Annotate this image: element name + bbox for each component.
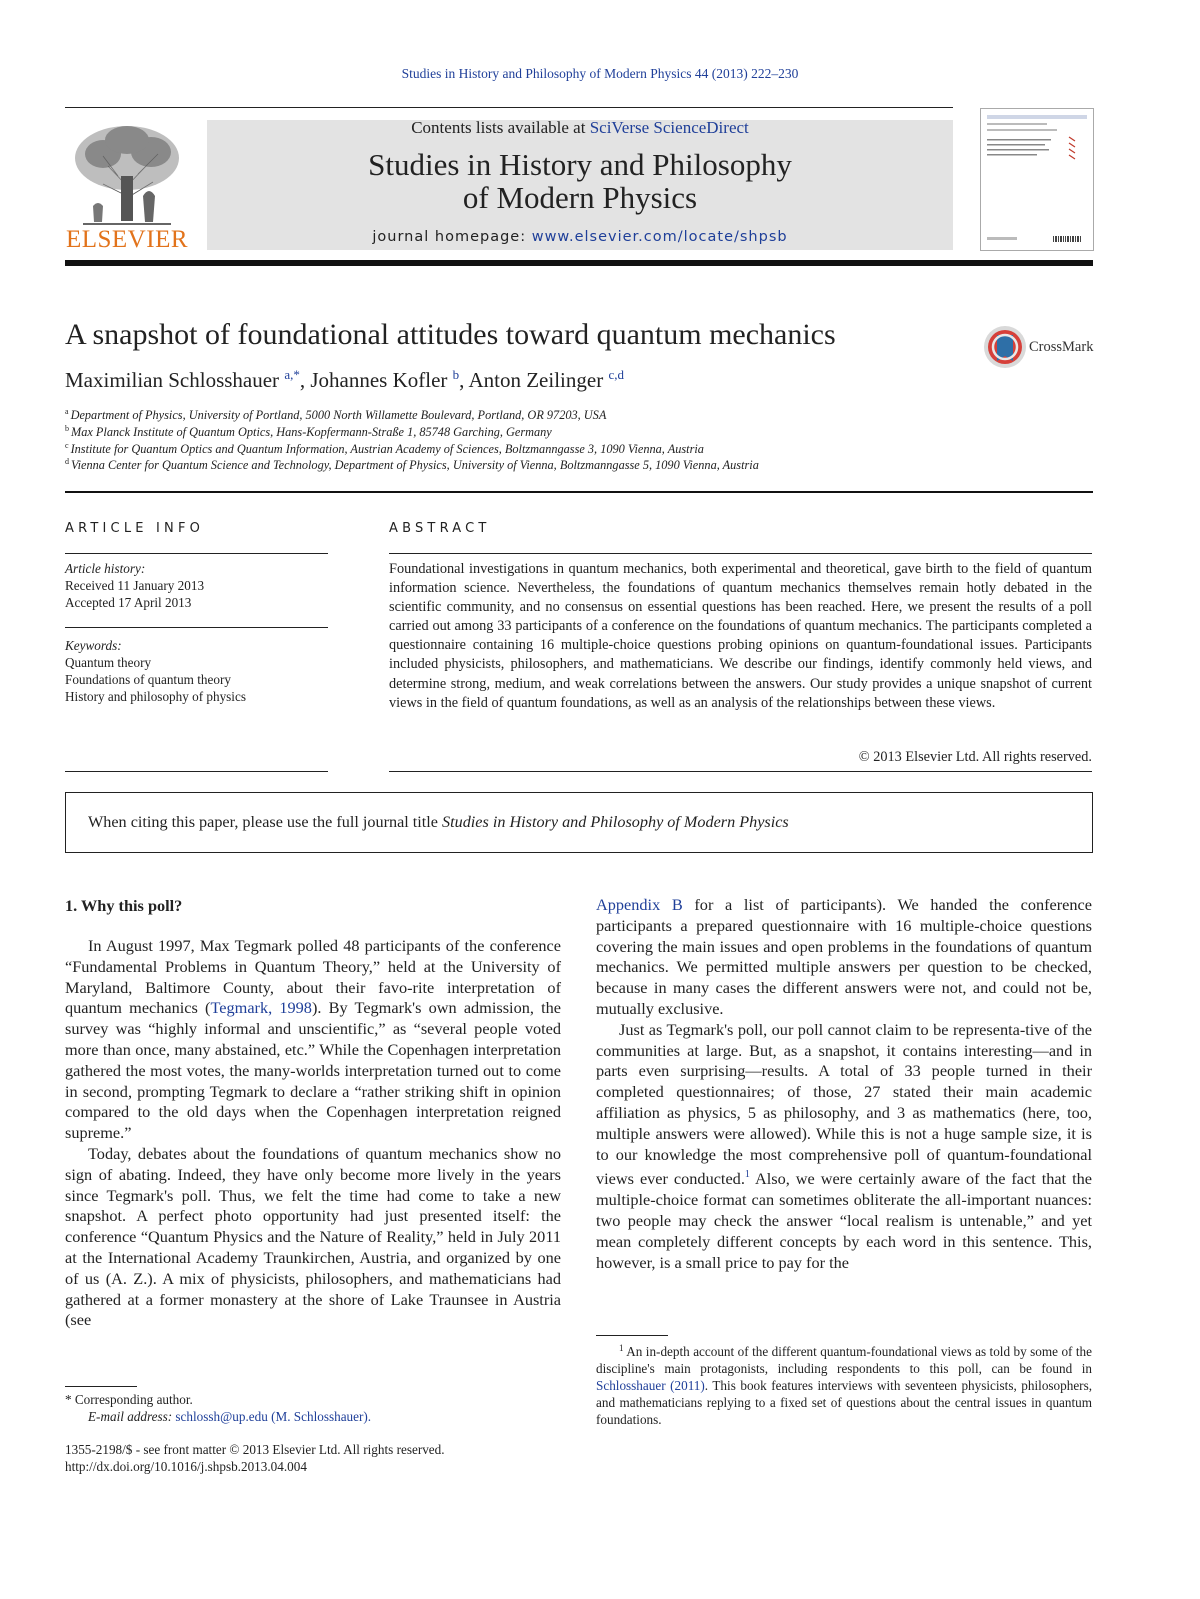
affiliation-text: Institute for Quantum Optics and Quantum Information, Austrian Academy of Sciences, Boltzmanngasse 3, 1090 Vienna, Austria: [70, 442, 704, 456]
journal-title: [207, 148, 953, 214]
author-name[interactable]: Anton Zeilinger: [468, 368, 604, 392]
keyword: Foundations of quantum theory: [65, 672, 231, 687]
journal-cover-thumbnail[interactable]: [980, 108, 1094, 251]
homepage-prefix: journal homepage:: [372, 229, 532, 245]
elsevier-wordmark: ELSEVIER: [65, 226, 189, 253]
keywords-label: Keywords:: [65, 638, 122, 653]
section-heading: 1. Why this poll?: [65, 896, 183, 915]
cover-image-icon: [981, 109, 1093, 250]
affiliation-text: Max Planck Institute of Quantum Optics, Hans-Kopfermann-Straße 1, 85748 Garching, Germany: [71, 425, 552, 439]
masthead-bottom-bar: [65, 260, 1093, 266]
abstract-rule: [389, 771, 1092, 772]
footnote-rule: [65, 1386, 137, 1387]
doi-link[interactable]: http://dx.doi.org/10.1016/j.shpsb.2013.04.004: [65, 1459, 307, 1474]
article-info-rule: [65, 771, 328, 772]
journal-title-line1: Studies in History and Philosophy: [368, 147, 792, 182]
body-column-left: [65, 936, 561, 1331]
keyword: Quantum theory: [65, 655, 152, 670]
crossmark-badge[interactable]: [983, 325, 1027, 369]
footnote-mark: 1: [619, 1343, 624, 1353]
crossmark-label[interactable]: CrossMark: [1029, 339, 1094, 355]
author-name[interactable]: Johannes Kofler: [310, 368, 448, 392]
citation-link[interactable]: Schlosshauer (2011): [596, 1378, 705, 1393]
footnote-rule: [596, 1335, 668, 1336]
journal-homepage: [207, 229, 953, 245]
issn-line: 1355-2198/$ - see front matter © 2013 Elsevier Ltd. All rights reserved.: [65, 1442, 445, 1457]
abstract-copyright: © 2013 Elsevier Ltd. All rights reserved.: [858, 749, 1092, 765]
citation-link[interactable]: Tegmark, 1998: [210, 998, 312, 1018]
article-info-rule: [65, 553, 328, 554]
email-link[interactable]: schlossh@up.edu (M. Schlosshauer).: [175, 1409, 372, 1424]
affiliation: [65, 407, 606, 423]
received-date: Received 11 January 2013: [65, 578, 205, 593]
article-info-heading: ARTICLE INFO: [65, 521, 205, 536]
abstract-rule: [389, 553, 1092, 554]
body-column-right: [596, 895, 1092, 1273]
affiliation-text: Vienna Center for Quantum Science and Technology, Department of Physics, University of Vienna, Boltzmanngasse 5, 1090 Vienna, Austria: [71, 458, 759, 472]
paragraph: Just as Tegmark's poll, our poll cannot claim to be representa-tive of the communities at large. But, as a snapshot, it contains interesting—and in parts even surprising—results. A total of 33 people turned in their completed questionnaires; of those, 27 stated their main academic affiliation as physics, 5 as philosophy, and 3 as mathematics (here, too, multiple answers were allowed). While this is not a huge sample size, it is to our knowledge the most comprehensive poll of quantum-foundational views ever conducted.$^1$ Also, we were certainly aware of the fact that the multiple-choice format can sometimes obliterate the all-important nuances: two people may check the answer “local realism is untenable,” and yet mean completely different concepts by each word in this sentence. This, however, is a small price to pay for the: [596, 1019, 1093, 1272]
article-title: A snapshot of foundational attitudes toward quantum mechanics: [65, 318, 836, 351]
contents-line: [207, 118, 953, 138]
sciencedirect-link[interactable]: SciVerse ScienceDirect: [589, 118, 749, 137]
author-affiliation-mark[interactable]: a,*: [284, 367, 300, 382]
paragraph: In August 1997, Max Tegmark polled 48 participants of the conference “Fundamental Problems in Quantum Theory,” held at the University of Maryland, Baltimore County, about their favo-rite interpretation of quantum mechanics (Tegmark, 1998). By Tegmark's own admission, the survey was “highly informal and unscientific,” as “several people voted more than once, many abstained, etc.” While the Copenhagen interpretation gathered the most votes, the many-worlds interpretation turned out to come in second, prompting Tegmark to declare a “rather striking shift in opinion compared to the old days when the Copenhagen interpretation reigned supreme.”: [65, 936, 561, 1143]
running-head: Studies in History and Philosophy of Modern Physics 44 (2013) 222–230: [401, 66, 799, 81]
affiliation-text: Department of Physics, University of Portland, 5000 North Willamette Boulevard, Portland, OR 97203, USA: [70, 408, 607, 422]
author-name[interactable]: Maximilian Schlosshauer: [65, 368, 280, 392]
affiliation-mark: c: [65, 441, 69, 450]
crossmark-icon: [983, 325, 1027, 369]
affiliation-mark: b: [65, 424, 69, 433]
citation-notice-prefix: When citing this paper, please use the full journal title: [88, 813, 443, 831]
email-label: E-mail address:: [88, 1409, 176, 1424]
affiliation-mark: d: [65, 457, 69, 466]
masthead-top-rule: [65, 107, 953, 108]
author-affiliation-mark[interactable]: b: [452, 367, 460, 382]
accepted-date: Accepted 17 April 2013: [65, 595, 192, 610]
journal-title-line2: of Modern Physics: [462, 180, 698, 215]
paragraph: Today, debates about the foundations of quantum mechanics show no sign of abating. Indeed, they have only become more lively in the years since Tegmark's poll. Thus, we felt the time had come to take a new snapshot. A perfect photo opportunity had just presented itself: the conference “Quantum Physics and the Nature of Reality,” held in July 2011 at the International Academy Traunkirchen, Austria, and organized by one of us (A. Z.). A mix of physicists, philosophers, and mathematicians had gathered at a former monastery at the shore of Lake Traunsee in Austria (see: [65, 1143, 561, 1330]
abstract-heading: ABSTRACT: [389, 521, 491, 536]
affiliation: [65, 441, 704, 457]
header-divider: [65, 491, 1093, 493]
affiliation: [65, 457, 759, 473]
footnote-1: $^1$ An in-depth account of the different quantum-foundational views as told by some of the discipline's main protagonists, including respondents to this poll, can be found in Schlosshauer (2011). This book features interviews with seventeen physicists, philosophers, and mathematicians replying to a fixed set of questions about the central issues in quantum foundations.: [596, 1343, 1092, 1427]
paragraph: Appendix B for a list of participants). We handed the conference participants a prepared questionnaire with 16 multiple-choice questions covering the main issues and open problems in the foundations of quantum mechanics. We permitted multiple answers per question to be checked, because in many cases the different answers were not, and could not be, mutually exclusive.: [596, 895, 1093, 1018]
article-history: [65, 560, 204, 611]
elsevier-logo[interactable]: [63, 116, 191, 252]
abstract-text: Foundational investigations in quantum mechanics, both experimental and theoretical, gave birth to the field of quantum information science. Nevertheless, the foundations of quantum mechanics themselves remain hotly debated in the scientific community, and no consensus on essential questions has been reached. Here, we present the results of a poll carried out among 33 participants of a conference on the foundations of quantum mechanics. The participants completed a questionnaire containing 16 multiple-choice questions probing opinions on quantum-foundational issues. Participants included physicists, philosophers, and mathematicians. We describe our findings, identify commonly held views, and determine strong, medium, and weak correlations between the answers. Our study provides a unique snapshot of current views in the field of quantum foundations, as well as an analysis of the relationships between these views.: [389, 561, 1092, 711]
keywords-block: [65, 637, 246, 705]
appendix-link[interactable]: Appendix B: [596, 895, 683, 914]
front-matter-info: [65, 1441, 445, 1475]
author-list: Maximilian Schlosshauer $^{a,*}$, Johannes Kofler $^b$, Anton Zeilinger $^{c,d}$: [65, 367, 624, 392]
affiliation: [65, 424, 552, 440]
citation-notice: [88, 813, 789, 832]
author-affiliation-mark[interactable]: c,d: [608, 367, 624, 382]
corresponding-label: * Corresponding author.: [65, 1392, 193, 1407]
footnote-link[interactable]: 1: [744, 1169, 750, 1181]
homepage-link[interactable]: www.elsevier.com/locate/shpsb: [531, 229, 788, 245]
corresponding-author-note: [65, 1391, 371, 1425]
contents-prefix: Contents lists available at: [411, 118, 590, 137]
affiliation-mark: a: [65, 407, 69, 416]
article-info-rule: [65, 627, 328, 628]
history-label: Article history:: [65, 561, 146, 576]
keyword: History and philosophy of physics: [65, 689, 246, 704]
citation-journal: Studies in History and Philosophy of Modern Physics: [442, 813, 789, 831]
